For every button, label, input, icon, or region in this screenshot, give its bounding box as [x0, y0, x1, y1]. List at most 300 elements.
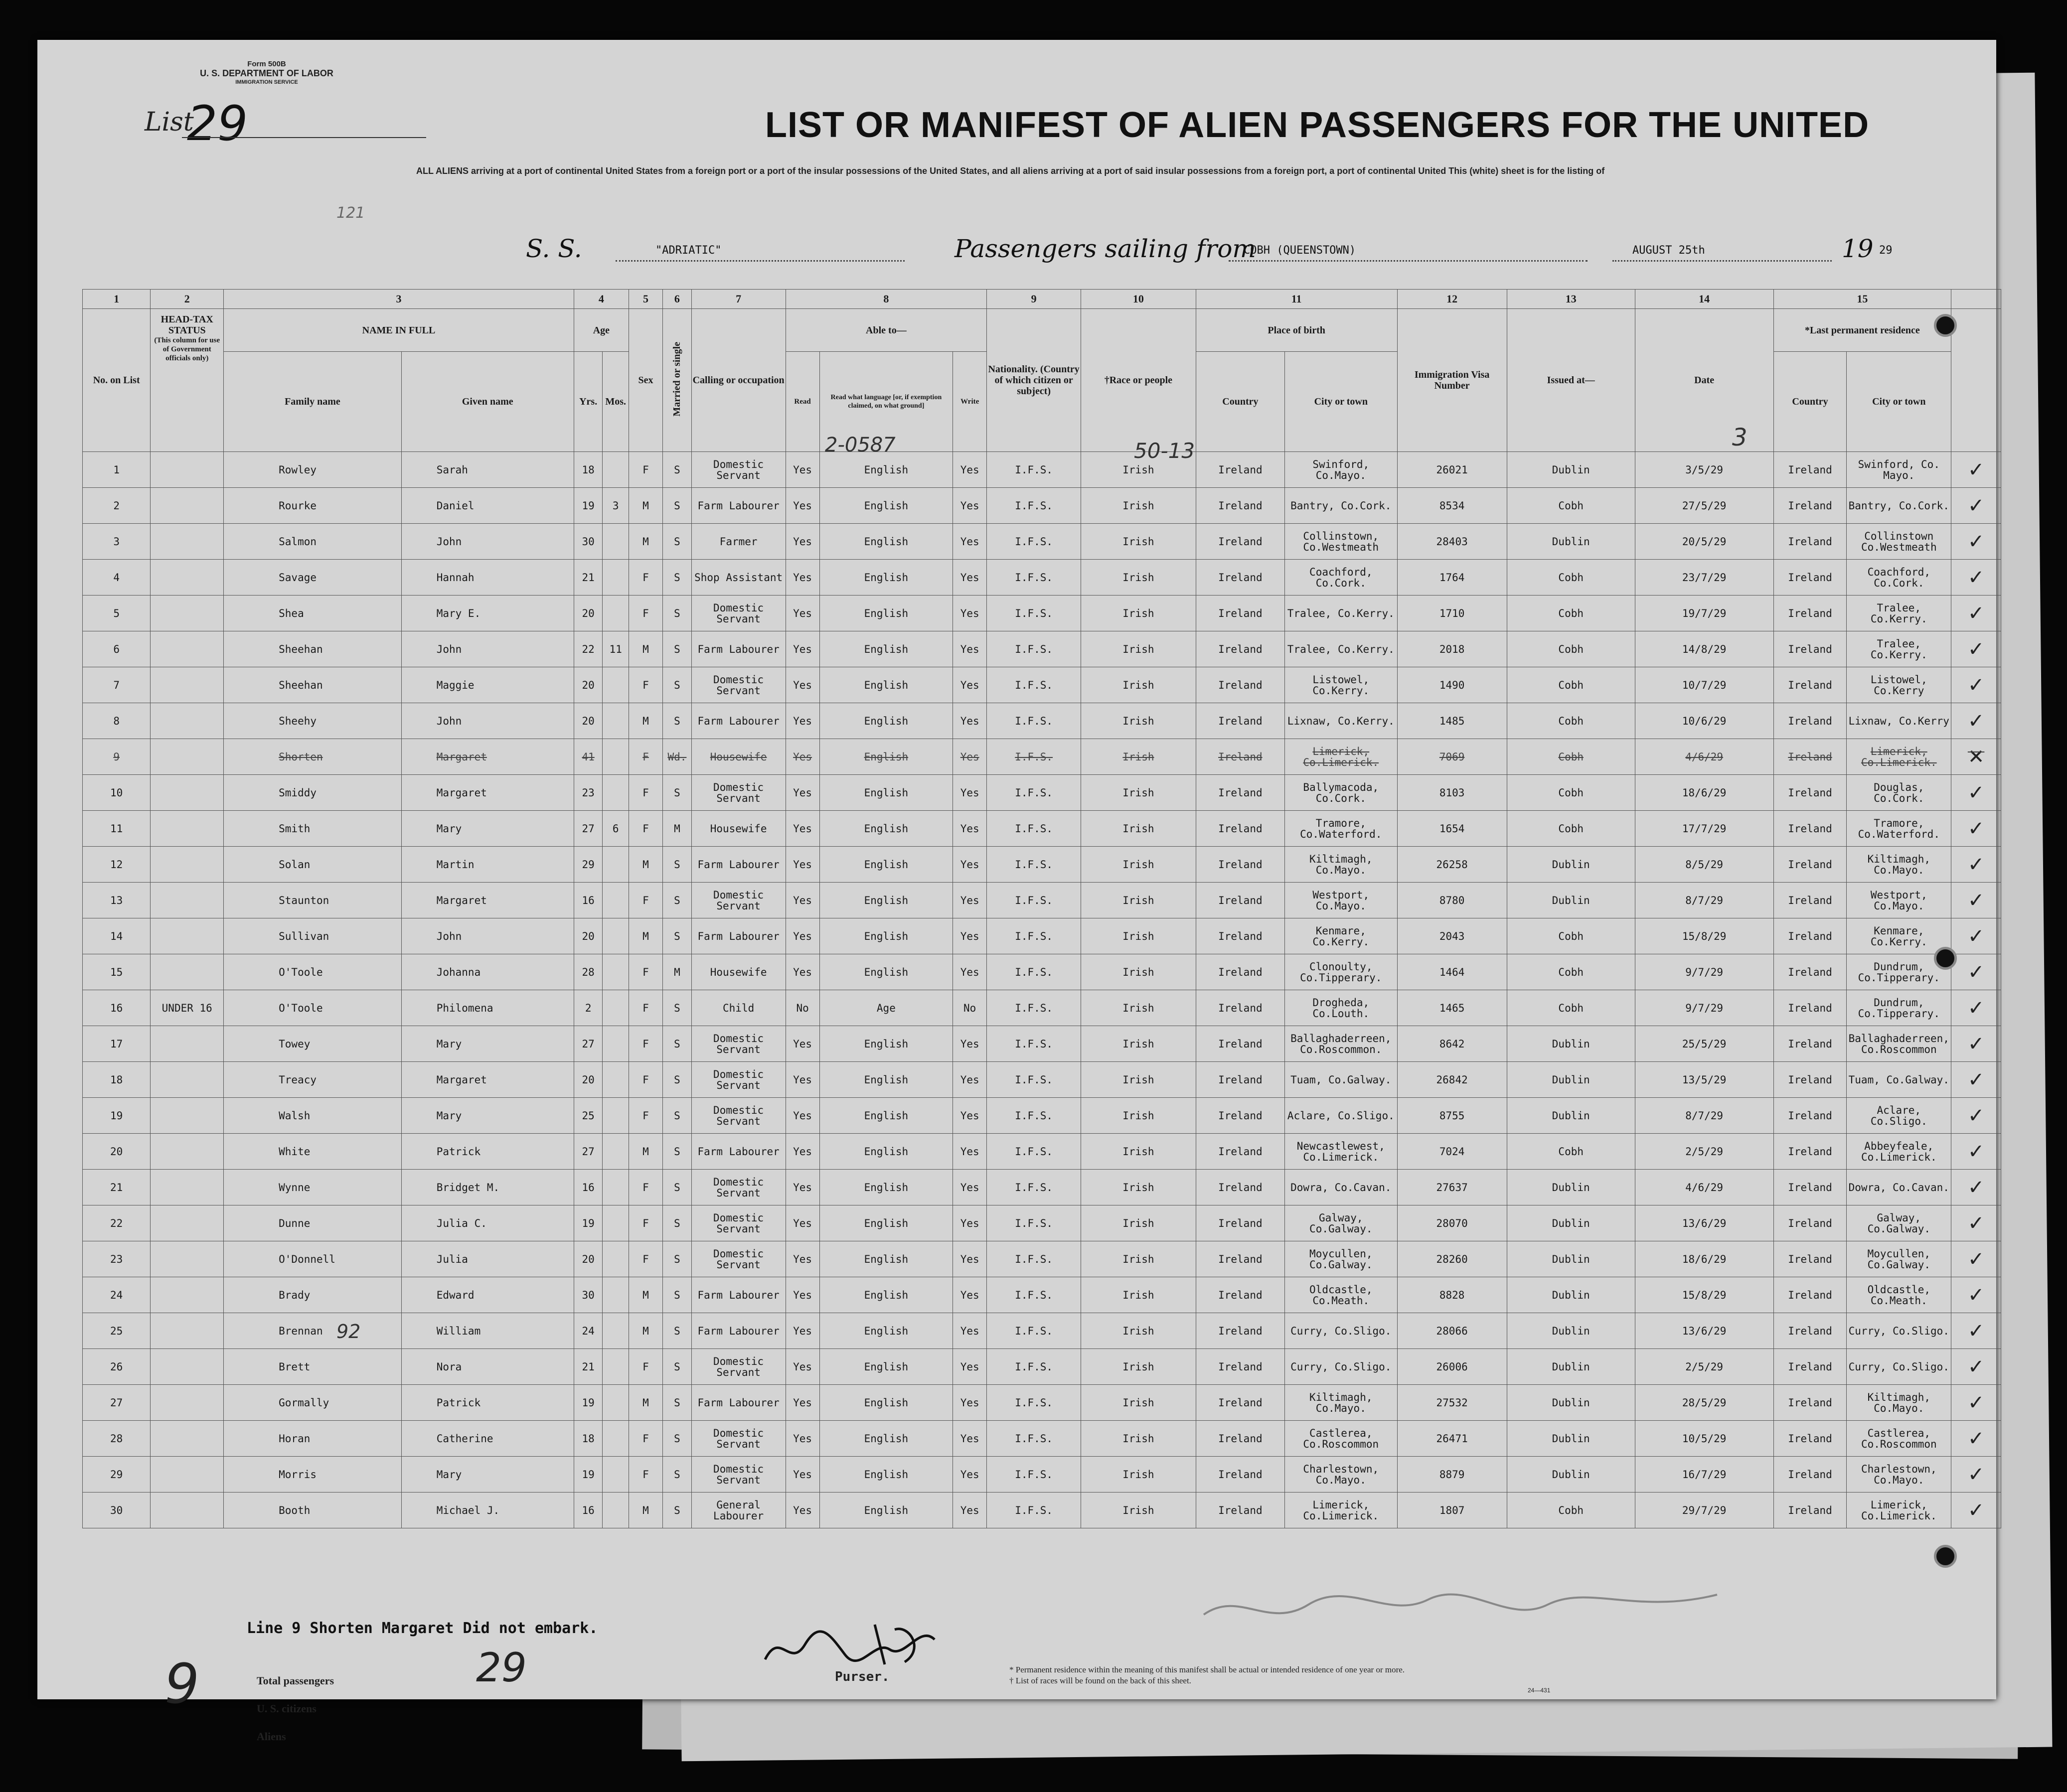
issued-at: Dublin	[1507, 452, 1635, 488]
given-name: William	[401, 1313, 574, 1349]
given-name: Catherine	[401, 1421, 574, 1457]
nationality: I.F.S.	[987, 1134, 1081, 1170]
passenger-row	[83, 488, 2001, 524]
can-read: Yes	[786, 811, 819, 847]
residence-country: Ireland	[1773, 1277, 1847, 1313]
head-tax-cell	[151, 1277, 224, 1313]
family-name: Treacy	[224, 1062, 402, 1098]
given-name: Margaret	[401, 1062, 574, 1098]
pencil-annotation: 121	[336, 204, 365, 222]
margin-check-cell	[1951, 1205, 2001, 1241]
given-name: Mary	[401, 1098, 574, 1134]
marital-status: S	[663, 883, 692, 918]
can-write: Yes	[953, 488, 987, 524]
age-months	[603, 847, 629, 883]
occupation: Farm Labourer	[691, 1313, 786, 1349]
age-months	[603, 739, 629, 775]
issued-at: Cobh	[1507, 1493, 1635, 1528]
age-years: 18	[574, 1421, 603, 1457]
head-tax-cell	[151, 1313, 224, 1349]
birth-city: Galway, Co.Galway.	[1285, 1205, 1398, 1241]
read-language: English	[819, 954, 953, 990]
race: Irish	[1081, 811, 1196, 847]
visa-number: 2043	[1397, 918, 1507, 954]
checkmark-icon: ✓	[1967, 1176, 1985, 1199]
read-language: English	[819, 1277, 953, 1313]
voyage-line	[526, 234, 1971, 269]
nationality: I.F.S.	[987, 954, 1081, 990]
passenger-row	[83, 1170, 2001, 1205]
head-tax-cell	[151, 524, 224, 560]
margin-check-cell	[1951, 1062, 2001, 1098]
can-read: Yes	[786, 739, 819, 775]
age-months	[603, 1457, 629, 1493]
residence-country: Ireland	[1773, 883, 1847, 918]
visa-date: 16/7/29	[1635, 1457, 1773, 1493]
passenger-row	[83, 667, 2001, 703]
visa-number: 1710	[1397, 596, 1507, 631]
can-write: Yes	[953, 1385, 987, 1421]
given-name: Patrick	[401, 1385, 574, 1421]
visa-date: 2/5/29	[1635, 1349, 1773, 1385]
column-number: 8	[786, 290, 987, 309]
family-name: Walsh	[224, 1098, 402, 1134]
scrawl-svg	[1199, 1585, 1722, 1630]
sex-cell: F	[629, 1457, 662, 1493]
visa-header: Immigration Visa Number	[1397, 309, 1507, 452]
passenger-row	[83, 560, 2001, 596]
nationality: I.F.S.	[987, 1313, 1081, 1349]
sex-cell: M	[629, 847, 662, 883]
can-read: Yes	[786, 1098, 819, 1134]
birth-country: Ireland	[1196, 1493, 1284, 1528]
can-read: Yes	[786, 1062, 819, 1098]
margin-check-cell	[1951, 847, 2001, 883]
age-years: 22	[574, 631, 603, 667]
residence-city: Collinstown Co.Westmeath	[1847, 524, 1951, 560]
passenger-row	[83, 1062, 2001, 1098]
family-name: Morris	[224, 1457, 402, 1493]
birth-city: Westport, Co.Mayo.	[1285, 883, 1398, 918]
can-write: Yes	[953, 1170, 987, 1205]
column-number: 11	[1196, 290, 1397, 309]
signature-svg	[760, 1620, 940, 1674]
passenger-row	[83, 524, 2001, 560]
occupation: Domestic Servant	[691, 1170, 786, 1205]
read-language: Age	[819, 990, 953, 1026]
residence-country: Ireland	[1773, 667, 1847, 703]
residence-city: Castlerea, Co.Roscommon	[1847, 1421, 1951, 1457]
can-read: Yes	[786, 1313, 819, 1349]
birth-city: Ballymacoda, Co.Cork.	[1285, 775, 1398, 811]
passenger-row	[83, 847, 2001, 883]
head-tax-cell	[151, 1205, 224, 1241]
visa-number: 8828	[1397, 1277, 1507, 1313]
issued-at: Dublin	[1507, 1062, 1635, 1098]
race: Irish	[1081, 524, 1196, 560]
margin-check-cell	[1951, 1313, 2001, 1349]
residence-country: Ireland	[1773, 775, 1847, 811]
marital-status: S	[663, 1277, 692, 1313]
head-tax-cell	[151, 954, 224, 990]
head-tax-cell	[151, 1241, 224, 1277]
age-years: 16	[574, 883, 603, 918]
visa-number: 1490	[1397, 667, 1507, 703]
can-read: Yes	[786, 560, 819, 596]
age-months	[603, 954, 629, 990]
residence-city: Kenmare, Co.Kerry.	[1847, 918, 1951, 954]
head-tax-cell	[151, 1349, 224, 1385]
residence-city: Limerick, Co.Limerick.	[1847, 739, 1951, 775]
visa-number: 2018	[1397, 631, 1507, 667]
nationality: I.F.S.	[987, 775, 1081, 811]
can-read: Yes	[786, 1349, 819, 1385]
visa-number: 28066	[1397, 1313, 1507, 1349]
residence-city-header: City or town	[1847, 352, 1951, 452]
checkmark-icon: ✓	[1967, 1247, 1985, 1271]
date-dotted-line	[1612, 260, 1832, 262]
issued-at: Cobh	[1507, 954, 1635, 990]
checkmark-icon: ✓	[1967, 853, 1985, 876]
residence-city: Aclare, Co.Sligo.	[1847, 1098, 1951, 1134]
birth-city: Tralee, Co.Kerry.	[1285, 631, 1398, 667]
can-write: No	[953, 990, 987, 1026]
visa-number: 26471	[1397, 1421, 1507, 1457]
residence-country: Ireland	[1773, 524, 1847, 560]
visa-date: 9/7/29	[1635, 990, 1773, 1026]
issued-at: Dublin	[1507, 883, 1635, 918]
birth-city: Tralee, Co.Kerry.	[1285, 596, 1398, 631]
age-months	[603, 775, 629, 811]
binder-hole	[1934, 1545, 1957, 1568]
can-write: Yes	[953, 596, 987, 631]
given-name-header: Given name	[401, 352, 574, 452]
birth-country: Ireland	[1196, 667, 1284, 703]
residence-city: Douglas, Co.Cork.	[1847, 775, 1951, 811]
given-name: Patrick	[401, 1134, 574, 1170]
age-years: 19	[574, 1457, 603, 1493]
marital-status: S	[663, 1062, 692, 1098]
birth-country: Ireland	[1196, 1205, 1284, 1241]
occupation: Farm Labourer	[691, 1385, 786, 1421]
residence-country: Ireland	[1773, 954, 1847, 990]
visa-number: 26021	[1397, 452, 1507, 488]
visa-date: 8/5/29	[1635, 847, 1773, 883]
given-name: Hannah	[401, 560, 574, 596]
can-read: Yes	[786, 1385, 819, 1421]
margin-check-cell	[1951, 1349, 2001, 1385]
age-months	[603, 596, 629, 631]
birth-city-header: City or town	[1285, 352, 1398, 452]
birth-city: Clonoulty, Co.Tipperary.	[1285, 954, 1398, 990]
birth-country: Ireland	[1196, 524, 1284, 560]
race: Irish	[1081, 631, 1196, 667]
can-write: Yes	[953, 667, 987, 703]
checkmark-icon: ✓	[1967, 924, 1985, 948]
read-language: English	[819, 739, 953, 775]
head-tax-cell	[151, 667, 224, 703]
row-number: 27	[83, 1385, 151, 1421]
sex-cell: F	[629, 1241, 662, 1277]
read-language: English	[819, 1349, 953, 1385]
row-number: 30	[83, 1493, 151, 1528]
age-years: 18	[574, 452, 603, 488]
row-number: 1	[83, 452, 151, 488]
checkmark-icon: ✓	[1967, 1140, 1985, 1163]
marital-status: S	[663, 1385, 692, 1421]
nationality: I.F.S.	[987, 703, 1081, 739]
occupation: Child	[691, 990, 786, 1026]
marital-status: S	[663, 775, 692, 811]
nationality: I.F.S.	[987, 1062, 1081, 1098]
age-months	[603, 703, 629, 739]
can-write: Yes	[953, 918, 987, 954]
birth-country: Ireland	[1196, 560, 1284, 596]
passenger-row	[83, 775, 2001, 811]
race: Irish	[1081, 1062, 1196, 1098]
birth-city: Ballaghaderreen, Co.Roscommon.	[1285, 1026, 1398, 1062]
race: Irish	[1081, 775, 1196, 811]
occupation: Farm Labourer	[691, 1277, 786, 1313]
passenger-row	[83, 1349, 2001, 1385]
marital-status: S	[663, 1349, 692, 1385]
visa-date: 20/5/29	[1635, 524, 1773, 560]
marital-status: S	[663, 1421, 692, 1457]
race: Irish	[1081, 1313, 1196, 1349]
family-name: Booth	[224, 1493, 402, 1528]
birth-city: Moycullen, Co.Galway.	[1285, 1241, 1398, 1277]
marital-status: S	[663, 631, 692, 667]
marital-status: S	[663, 1098, 692, 1134]
head-tax-cell	[151, 775, 224, 811]
residence-city: Moycullen, Co.Galway.	[1847, 1241, 1951, 1277]
marital-status: S	[663, 524, 692, 560]
birth-country: Ireland	[1196, 954, 1284, 990]
checkmark-icon: ✓	[1967, 1355, 1985, 1378]
family-name: Towey	[224, 1026, 402, 1062]
issued-at: Cobh	[1507, 488, 1635, 524]
form-code: 24—431	[1528, 1687, 1551, 1694]
occupation: Domestic Servant	[691, 883, 786, 918]
margin-check-cell	[1951, 488, 2001, 524]
year-suffix: 29	[1879, 244, 1893, 257]
occupation: Domestic Servant	[691, 596, 786, 631]
margin-check-cell	[1951, 1493, 2001, 1528]
residence-country: Ireland	[1773, 1170, 1847, 1205]
read-language: English	[819, 1493, 953, 1528]
can-write: Yes	[953, 1062, 987, 1098]
can-write: Yes	[953, 1098, 987, 1134]
can-read: No	[786, 990, 819, 1026]
can-read: Yes	[786, 775, 819, 811]
column-number: 4	[574, 290, 629, 309]
read-language: English	[819, 1062, 953, 1098]
passenger-row	[83, 631, 2001, 667]
passenger-row	[83, 1241, 2001, 1277]
married-label: Married or single	[671, 341, 683, 417]
checkmark-icon: ✓	[1967, 996, 1985, 1020]
margin-check-cell	[1951, 703, 2001, 739]
pencil-annotation: 3	[1732, 424, 1748, 451]
birth-country: Ireland	[1196, 1170, 1284, 1205]
family-name: Salmon	[224, 524, 402, 560]
checkmark-icon: ✓	[1967, 709, 1985, 733]
birth-country: Ireland	[1196, 452, 1284, 488]
checkmark-icon: ✓	[1967, 458, 1985, 481]
port-name: COBH (QUEENSTOWN)	[1244, 244, 1356, 257]
residence-city: Lixnaw, Co.Kerry	[1847, 703, 1951, 739]
age-months	[603, 1062, 629, 1098]
head-tax-note: (This column for use of Government officials only)	[154, 336, 220, 362]
age-years: 20	[574, 1062, 603, 1098]
row-number: 20	[83, 1134, 151, 1170]
visa-number: 26842	[1397, 1062, 1507, 1098]
checkmark-icon: ✓	[1967, 1427, 1985, 1450]
given-name: Mary	[401, 811, 574, 847]
given-name: Nora	[401, 1349, 574, 1385]
checkmark-icon: ✓	[1967, 1283, 1985, 1307]
read-language: English	[819, 667, 953, 703]
passenger-row	[83, 1313, 2001, 1349]
read-language: English	[819, 1098, 953, 1134]
birth-city: Limerick, Co.Limerick.	[1285, 1493, 1398, 1528]
residence-country: Ireland	[1773, 1098, 1847, 1134]
margin-number: 9	[164, 1652, 199, 1716]
mos-header: Mos.	[603, 352, 629, 452]
visa-number: 7069	[1397, 739, 1507, 775]
visa-number: 27532	[1397, 1385, 1507, 1421]
race: Irish	[1081, 1277, 1196, 1313]
read-language: English	[819, 631, 953, 667]
race: Irish	[1081, 1457, 1196, 1493]
given-name: John	[401, 631, 574, 667]
age-years: 16	[574, 1170, 603, 1205]
marital-status: S	[663, 667, 692, 703]
birth-country-header: Country	[1196, 352, 1284, 452]
given-name: Sarah	[401, 452, 574, 488]
age-months	[603, 1493, 629, 1528]
family-name-header: Family name	[224, 352, 402, 452]
occupation: Shop Assistant	[691, 560, 786, 596]
birth-city: Lixnaw, Co.Kerry.	[1285, 703, 1398, 739]
birth-country: Ireland	[1196, 811, 1284, 847]
birth-city: Aclare, Co.Sligo.	[1285, 1098, 1398, 1134]
row-number: 16	[83, 990, 151, 1026]
passenger-table	[82, 289, 2001, 1528]
margin-check-cell	[1951, 524, 2001, 560]
head-tax-cell	[151, 883, 224, 918]
family-name: Brady	[224, 1277, 402, 1313]
occupation: Domestic Servant	[691, 1241, 786, 1277]
birth-country: Ireland	[1196, 1349, 1284, 1385]
can-write: Yes	[953, 954, 987, 990]
birth-country: Ireland	[1196, 1421, 1284, 1457]
can-write: Yes	[953, 1313, 987, 1349]
marital-status: M	[663, 954, 692, 990]
residence-city: Tuam, Co.Galway.	[1847, 1062, 1951, 1098]
issued-at: Dublin	[1507, 1349, 1635, 1385]
visa-number: 27637	[1397, 1170, 1507, 1205]
birth-country: Ireland	[1196, 1313, 1284, 1349]
sex-cell: F	[629, 560, 662, 596]
row-number: 6	[83, 631, 151, 667]
issued-at: Dublin	[1507, 1170, 1635, 1205]
visa-date: 4/6/29	[1635, 739, 1773, 775]
marital-status: S	[663, 990, 692, 1026]
sex-cell: F	[629, 1170, 662, 1205]
sex-cell: M	[629, 1134, 662, 1170]
can-read: Yes	[786, 1205, 819, 1241]
birth-city: Tuam, Co.Galway.	[1285, 1062, 1398, 1098]
family-name: Smith	[224, 811, 402, 847]
visa-date: 25/5/29	[1635, 1026, 1773, 1062]
head-tax-cell	[151, 1026, 224, 1062]
head-tax-cell	[151, 596, 224, 631]
pencil-annotation: 92	[336, 1321, 361, 1343]
nationality: I.F.S.	[987, 667, 1081, 703]
sex-cell: M	[629, 1277, 662, 1313]
age-years: 19	[574, 1385, 603, 1421]
visa-number: 8780	[1397, 883, 1507, 918]
passenger-row	[83, 1421, 2001, 1457]
occupation: Farm Labourer	[691, 631, 786, 667]
place-of-birth-header: Place of birth	[1196, 309, 1397, 352]
row-number: 28	[83, 1421, 151, 1457]
margin-check-cell	[1951, 1026, 2001, 1062]
read-language: English	[819, 1026, 953, 1062]
married-header	[663, 309, 692, 452]
margin-check-cell	[1951, 990, 2001, 1026]
residence-country: Ireland	[1773, 452, 1847, 488]
visa-number: 1654	[1397, 811, 1507, 847]
visa-date: 10/5/29	[1635, 1421, 1773, 1457]
occupation: Farm Labourer	[691, 847, 786, 883]
margin-check-cell	[1951, 1457, 2001, 1493]
race: Irish	[1081, 1493, 1196, 1528]
age-months: 6	[603, 811, 629, 847]
issued-at: Dublin	[1507, 1026, 1635, 1062]
visa-number: 1464	[1397, 954, 1507, 990]
given-name: Mary E.	[401, 596, 574, 631]
residence-country: Ireland	[1773, 1313, 1847, 1349]
passenger-row	[83, 1457, 2001, 1493]
birth-country: Ireland	[1196, 1457, 1284, 1493]
write-header: Write	[953, 352, 987, 452]
given-name: Martin	[401, 847, 574, 883]
birth-city: Newcastlewest, Co.Limerick.	[1285, 1134, 1398, 1170]
nationality: I.F.S.	[987, 524, 1081, 560]
head-tax-cell	[151, 631, 224, 667]
checkmark-icon: ✕	[1967, 745, 1985, 768]
birth-city: Tramore, Co.Waterford.	[1285, 811, 1398, 847]
family-name: Gormally	[224, 1385, 402, 1421]
residence-country-header: Country	[1773, 352, 1847, 452]
binder-hole	[1934, 314, 1957, 337]
can-write: Yes	[953, 631, 987, 667]
occupation: Domestic Servant	[691, 1205, 786, 1241]
can-write: Yes	[953, 524, 987, 560]
calling-header: Calling or occupation	[691, 309, 786, 452]
age-years: 25	[574, 1098, 603, 1134]
race: Irish	[1081, 488, 1196, 524]
residence-country: Ireland	[1773, 560, 1847, 596]
read-language: English	[819, 883, 953, 918]
birth-country: Ireland	[1196, 596, 1284, 631]
family-name: Rowley	[224, 452, 402, 488]
margin-check-cell	[1951, 560, 2001, 596]
race: Irish	[1081, 954, 1196, 990]
birth-city: Dowra, Co.Cavan.	[1285, 1170, 1398, 1205]
